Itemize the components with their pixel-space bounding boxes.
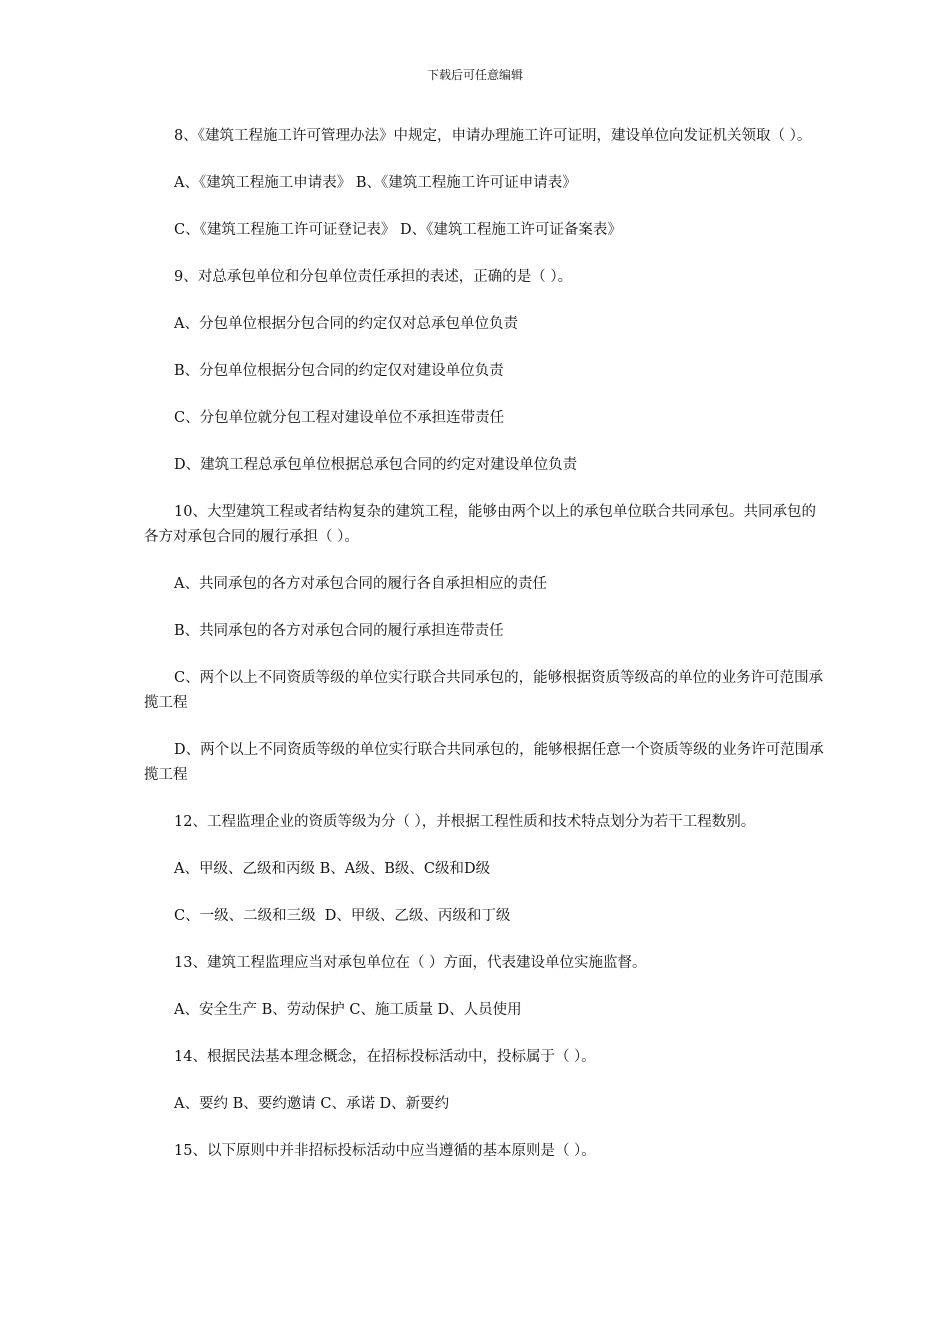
option-10-a: A、共同承包的各方对承包合同的履行各自承担相应的责任 <box>174 576 547 592</box>
option-9-d: D、建筑工程总承包单位根据总承包合同的约定对建设单位负责 <box>174 457 578 473</box>
question-12: 12、工程监理企业的资质等级为分（ ），并根据工程性质和技术特点划分为若干工程数别。 <box>174 814 756 830</box>
question-10: 10、大型建筑工程或者结构复杂的建筑工程，能够由两个以上的承包单位联合共同承包。共同承包的各方对承包合同的履行承担（ ）。 <box>144 504 816 545</box>
option-12-cd: C、一级、二级和三级 D、甲级、乙级、丙级和丁级 <box>174 908 511 924</box>
question-13: 13、建筑工程监理应当对承包单位在（ ）方面，代表建设单位实施监督。 <box>174 955 647 971</box>
option-10-c: C、两个以上不同资质等级的单位实行联合共同承包的，能够根据资质等级高的单位的业务许可范围承揽工程 <box>144 670 824 711</box>
question-14: 14、根据民法基本理念概念，在招标投标活动中，投标属于（ ）。 <box>174 1049 596 1065</box>
option-14: A、要约 B、要约邀请 C、承诺 D、新要约 <box>174 1096 450 1112</box>
question-15: 15、以下原则中并非招标投标活动中应当遵循的基本原则是（ ）。 <box>174 1143 596 1159</box>
option-9-a: A、分包单位根据分包合同的约定仅对总承包单位负责 <box>174 316 518 332</box>
option-10-b: B、共同承包的各方对承包合同的履行承担连带责任 <box>174 623 504 639</box>
option-10-d: D、两个以上不同资质等级的单位实行联合共同承包的，能够根据任意一个资质等级的业务许可范围承揽工程 <box>144 742 824 783</box>
option-12-ab: A、甲级、乙级和丙级 B、A级、B级、C级和D级 <box>174 861 491 877</box>
document-body <box>144 124 824 1186</box>
option-8-cd: C、《建筑工程施工许可证登记表》 D、《建筑工程施工许可证备案表》 <box>174 222 622 238</box>
option-9-c: C、分包单位就分包工程对建设单位不承担连带责任 <box>174 410 505 426</box>
option-13: A、安全生产 B、劳动保护 C、施工质量 D、人员使用 <box>174 1002 522 1018</box>
question-8: 8、《建筑工程施工许可管理办法》中规定，申请办理施工许可证明，建设单位向发证机关领取（ ）。 <box>174 128 812 144</box>
option-9-b: B、分包单位根据分包合同的约定仅对建设单位负责 <box>174 363 504 379</box>
question-9: 9、对总承包单位和分包单位责任承担的表述，正确的是（ ）。 <box>174 269 573 285</box>
option-8-ab: A、《建筑工程施工申请表》 B、《建筑工程施工许可证申请表》 <box>174 175 577 191</box>
page-header: 下载后可任意编辑 <box>426 68 523 82</box>
